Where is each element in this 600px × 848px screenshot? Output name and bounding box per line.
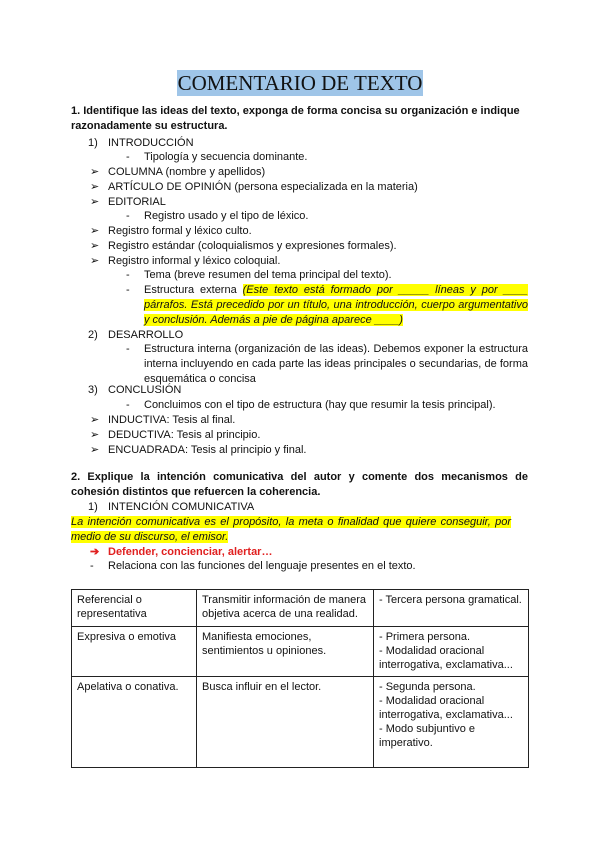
dash-bullet-icon: - bbox=[126, 269, 130, 281]
dash-bullet-icon: - bbox=[90, 560, 94, 572]
dash-bullet-icon: - bbox=[126, 210, 130, 222]
columna-item: COLUMNA (nombre y apellidos) bbox=[108, 166, 266, 178]
editorial-sub: Registro usado y el tipo de léxico. bbox=[144, 210, 309, 222]
estructura-interna-item: Estructura interna (organización de las ideas). Debemos exponer la estructura interna incluyendo en cada parte las ideas principales o secundarias, de forma esquemática o concisa bbox=[144, 343, 528, 385]
dash-bullet-icon: - bbox=[126, 151, 130, 163]
intencion-number: 1) bbox=[88, 501, 98, 513]
table-cell: Expresiva o emotiva bbox=[72, 627, 197, 677]
intencion-definition bbox=[71, 515, 511, 545]
functions-table bbox=[71, 589, 529, 768]
arrowhead-bullet-icon: ➢ bbox=[90, 255, 100, 267]
arrowhead-bullet-icon: ➢ bbox=[90, 444, 100, 456]
estructura-externa-highlight: (Este texto está formado por _____ líneas y por ____ párrafos. Está precedido por un título, una introducción, cuerpo argumentativo y conclusión. Además a pie de página aparece ____) bbox=[144, 284, 528, 326]
registro-informal-item: Registro informal y léxico coloquial. bbox=[108, 255, 281, 267]
relaciona-item: Relaciona con las funciones del lenguaje presentes en el texto. bbox=[108, 560, 416, 572]
desarrollo-label: DESARROLLO bbox=[108, 329, 184, 341]
articulo-item: ARTÍCULO DE OPINIÓN (persona especializada en la materia) bbox=[108, 181, 418, 193]
table-cell: Referencial o representativa bbox=[72, 590, 197, 627]
intro-sub: Tipología y secuencia dominante. bbox=[144, 151, 308, 163]
red-arrow-icon: ➔ bbox=[90, 546, 100, 558]
q1-heading-line1: 1. Identifique las ideas del texto, exponga de forma concisa su organización e indique bbox=[71, 105, 520, 117]
inductiva-item: INDUCTIVA: Tesis al final. bbox=[108, 414, 236, 426]
estructura-externa-item bbox=[144, 283, 528, 328]
table-cell: - Tercera persona gramatical. bbox=[374, 590, 529, 627]
q2-heading: 2. Explique la intención comunicativa del autor y comente dos mecanismos de cohesión distintos que refuercen la coherencia. bbox=[71, 471, 528, 498]
table-cell: Manifiesta emociones, sentimientos u opiniones. bbox=[197, 627, 374, 677]
estructura-externa-label: Estructura externa bbox=[144, 284, 237, 296]
deductiva-item: DEDUCTIVA: Tesis al principio. bbox=[108, 429, 261, 441]
arrowhead-bullet-icon: ➢ bbox=[90, 429, 100, 441]
arrowhead-bullet-icon: ➢ bbox=[90, 240, 100, 252]
arrowhead-bullet-icon: ➢ bbox=[90, 414, 100, 426]
dash-bullet-icon: - bbox=[126, 343, 130, 355]
editorial-item: EDITORIAL bbox=[108, 196, 166, 208]
encuadrada-item: ENCUADRADA: Tesis al principio y final. bbox=[108, 444, 307, 456]
tema-item: Tema (breve resumen del tema principal del texto). bbox=[144, 269, 392, 281]
conclusion-number: 3) bbox=[88, 384, 98, 396]
intencion-label: INTENCIÓN COMUNICATIVA bbox=[108, 501, 255, 513]
table-row bbox=[72, 677, 529, 768]
table-row bbox=[72, 590, 529, 627]
dash-bullet-icon: - bbox=[126, 284, 130, 296]
arrowhead-bullet-icon: ➢ bbox=[90, 166, 100, 178]
page-title: COMENTARIO DE TEXTO bbox=[177, 71, 423, 95]
conclusion-sub: Concluimos con el tipo de estructura (hay que resumir la tesis principal). bbox=[144, 399, 496, 411]
table-row bbox=[72, 627, 529, 677]
arrow-item: Defender, concienciar, alertar… bbox=[108, 546, 273, 558]
desarrollo-number: 2) bbox=[88, 329, 98, 341]
q1-heading-line2: razonadamente su estructura. bbox=[71, 120, 228, 132]
table-cell: Transmitir información de manera objetiva acerca de una realidad. bbox=[197, 590, 374, 627]
table-cell: - Segunda persona. - Modalidad oracional interrogativa, exclamativa... - Modo subjuntivo e imperativo. bbox=[374, 677, 529, 768]
dash-bullet-icon: - bbox=[126, 399, 130, 411]
registro-estandar-item: Registro estándar (coloquialismos y expresiones formales). bbox=[108, 240, 397, 252]
arrowhead-bullet-icon: ➢ bbox=[90, 196, 100, 208]
arrowhead-bullet-icon: ➢ bbox=[90, 181, 100, 193]
title-block bbox=[0, 70, 600, 96]
registro-formal-item: Registro formal y léxico culto. bbox=[108, 225, 252, 237]
intro-label: INTRODUCCIÓN bbox=[108, 137, 194, 149]
conclusion-label: CONCLUSIÓN bbox=[108, 384, 182, 396]
intencion-definition-text: La intención comunicativa es el propósito, la meta o finalidad que quiere conseguir, por medio de su discurso, el emisor. bbox=[71, 516, 511, 543]
table-cell: Apelativa o conativa. bbox=[72, 677, 197, 768]
intro-number: 1) bbox=[88, 137, 98, 149]
arrowhead-bullet-icon: ➢ bbox=[90, 225, 100, 237]
table-cell: - Primera persona. - Modalidad oracional interrogativa, exclamativa... bbox=[374, 627, 529, 677]
table-cell: Busca influir en el lector. bbox=[197, 677, 374, 768]
